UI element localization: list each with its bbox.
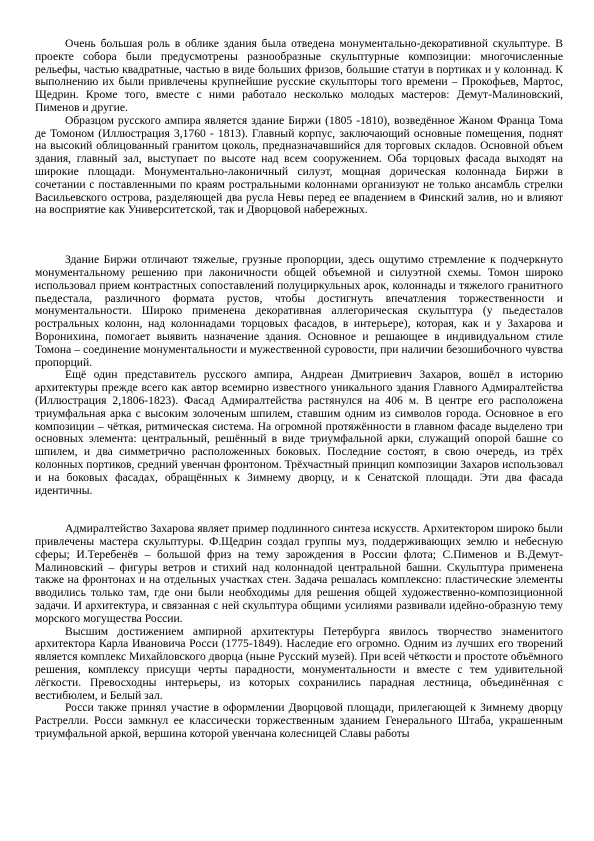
document-page: [35, 38, 563, 741]
paragraph-sculpture: Очень большая роль в облике здания была отведена монументально-декоративной скульптуре. В проекте собора были предусмотрены разнообразные скульптурные композиции: многочисленные рельефы, частью квадратные, частью в виде больших фризов, большие статуи в портиках и у колоннад. К выполнению их были привлечены крупнейшие русские скульпторы того времени – Прокофьев, Мартос, Щедрин. Кроме того, вместе с ними работало несколько молодых мастеров: Демут-Малиновский, Пименов и другие.: [35, 37, 563, 114]
paragraph-rossi: Высшим достижением ампирной архитектуры Петербурга явилось творчество знаменитого архитектора Карла Ивановича Росси (1775-1849). Наследие его огромно. Одним из лучших его творений является комплекс Михайловского дворца (ныне Русский музей). При всей чёткости и простоте объёмного решения, комплексу присущи черты парадности, монументальности и вместе с тем удивительной лёгкости. Превосходны интерьеры, из которых сохранились парадная лестница, объединённая с вестибюлем, и Белый зал.: [35, 624, 563, 702]
paragraph-spacer: [35, 217, 563, 254]
paragraph-admiralty: Ещё один представитель русского ампира, Андреан Дмитриевич Захаров, вошёл в историю архитектуры прежде всего как автор всемирно известного уникального здания Главного Адмиралтейства (Иллюстрация 2,1806-1823). Фасад Адмиралтейства растянулся на 406 м. В центре его расположена триумфальная арка с высоким золоченым шпилем, ставшим одним из символов города. Основное в его композиции – чёткая, ритмическая система. На огромной протяжённости в главном фасаде выделено три основных элемента: центральный, решённый в виде триумфальной арки, служащий опорой башне со шпилем, и два симметрично расположенных боковых. Последние состоят, в свою очередь, из трёх колонных портиков, средний увенчан фронтоном. Трёхчастный принцип композиции Захаров использовал и на боковых фасадах, обращённых к Зимнему дворцу, и к Сенатской площади. Эти два фасада идентичны.: [35, 368, 563, 497]
paragraph-admiralty-synthesis: Адмиралтейство Захарова являет пример подлинного синтеза искусств. Архитектором широко были привлечены мастера скульптуры. Ф.Щедрин создал группы муз, поддерживающих землю и небесную сферы; И.Теребенёв – большой фриз на тему зарождения в России флота; С.Пименов и В.Демут-Малиновский – фигуры ветров и стихий над колоннадой центральной башни. Скульптура применена также на фронтонах и на отдельных участках стен. Задача решалась комплексно: пластические элементы вводились только там, где они были необходимы для решения общей художественно-композиционной задачи. И архитектура, и связанная с ней скульптура общими усилиями развивали идейно-образную тему морского могущества России.: [35, 522, 563, 625]
paragraph-exchange-proportions: Здание Биржи отличают тяжелые, грузные пропорции, здесь ощутимо стремление к подчеркнуто монументальному решению при лаконичности общей объемной и силуэтной схемы. Томон широко использовал прием контрастных сопоставлений полуциркульных арок, колоннады и тяжелого гранитного пьедестала, различного формата рустов, чтобы достигнуть впечатления торжественности и монументальности. Широко применена декоративная аллегорическая скульптура (у пьедесталов ростральных колонн, над колоннадами торцовых фасадов, в интерьере), которая, как и у Захарова и Воронихина, помогает выявить назначение здания. Основное и решающее в индивидуальном стиле Томона – соединение монументальности и мужественной суровости, при наличии безошибочного чувства пропорций.: [35, 253, 563, 369]
paragraph-exchange: Образцом русского ампира является здание Биржи (1805 -1810), возведённое Жаном Франца Тома де Томоном (Иллюстрация 3,1760 - 1813). Главный корпус, заключающий основные помещения, поднят на высокий облицованный гранитом цоколь, предназначавшийся для торговых складов. Основной объем здания, главный зал, выступает по высоте над всем сооружением. Оба торцовых фасада выходят на широкие площади. Монументально-лаконичный силуэт, мощная дорическая колоннада Биржи в сочетании с поставленными по краям ростральными колоннами организуют не только ансамбль стрелки Васильевского острова, разделяющей два русла Невы перед ее впадением в Финский залив, но и влияют на восприятие как Университетской, так и Дворцовой набережных.: [35, 113, 563, 217]
paragraph-palace-square: Росси также принял участие в оформлении Дворцовой площади, прилегающей к Зимнему дворцу Растрелли. Росси замкнул ее классически торжественным зданием Генерального Штаба, украшенным триумфальной аркой, вершина которой увенчана колесницей Славы работы: [35, 701, 563, 741]
paragraph-spacer: [35, 497, 563, 523]
